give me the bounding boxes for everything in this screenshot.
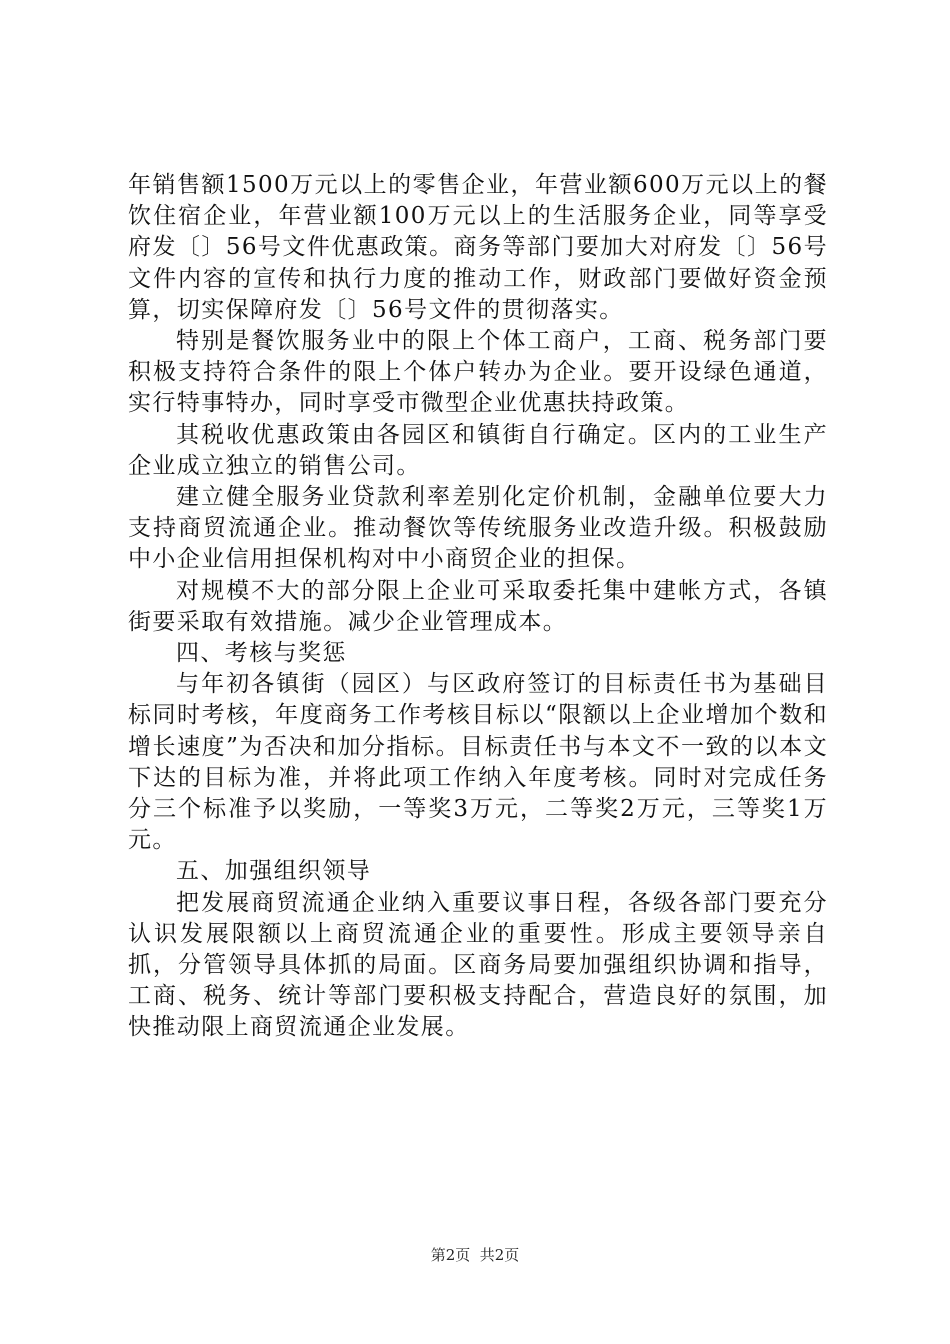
paragraph-9: 把发展商贸流通企业纳入重要议事日程，各级各部门要充分认识发展限额以上商贸流通企业的重要性。形成主要领导亲自抓，分管领导具体抓的局面。区商务局要加强组织协调和指导，工商、税务、统计等部门要积极支持配合，营造良好的氛围，加快推动限上商贸流通企业发展。 xyxy=(128,889,828,1041)
paragraph-2: 特别是餐饮服务业中的限上个体工商户，工商、税务部门要积极支持符合条件的限上个体户转办为企业。要开设绿色通道，实行特事特办，同时享受市微型企业优惠扶持政策。 xyxy=(128,328,828,417)
paragraph-7: 与年初各镇街（园区）与区政府签订的目标责任书为基础目标同时考核，年度商务工作考核目标以“限额以上企业增加个数和增长速度”为否决和加分指标。目标责任书与本文不一致的以本文下达的目标为准，并将此项工作纳入年度考核。同时对完成任务分三个标准予以奖励，一等奖3万元，二等奖2万元，三等奖1万元。 xyxy=(128,671,828,854)
paragraph-4: 建立健全服务业贷款利率差别化定价机制，金融单位要大力支持商贸流通企业。推动餐饮等传统服务业改造升级。积极鼓励中小企业信用担保机构对中小商贸企业的担保。 xyxy=(128,484,828,573)
page-number: 第2页 共2页 xyxy=(430,1246,520,1264)
paragraph-1: 年销售额1500万元以上的零售企业，年营业额600万元以上的餐饮住宿企业，年营业额100万元以上的生活服务企业，同等享受府发〔〕56号文件优惠政策。商务等部门要加大对府发〔〕56号文件内容的宣传和执行力度的推动工作，财政部门要做好资金预算，切实保障府发〔〕56号文件的贯彻落实。 xyxy=(128,172,828,323)
section-heading-4: 四、考核与奖惩 xyxy=(176,640,347,667)
page-footer xyxy=(0,1245,950,1265)
section-heading-5: 五、加强组织领导 xyxy=(176,858,372,885)
paragraph-3: 其税收优惠政策由各园区和镇街自行确定。区内的工业生产企业成立独立的销售公司。 xyxy=(128,421,828,479)
paragraph-5: 对规模不大的部分限上企业可采取委托集中建帐方式，各镇街要采取有效措施。减少企业管理成本。 xyxy=(128,577,828,635)
document-body xyxy=(128,170,828,1044)
